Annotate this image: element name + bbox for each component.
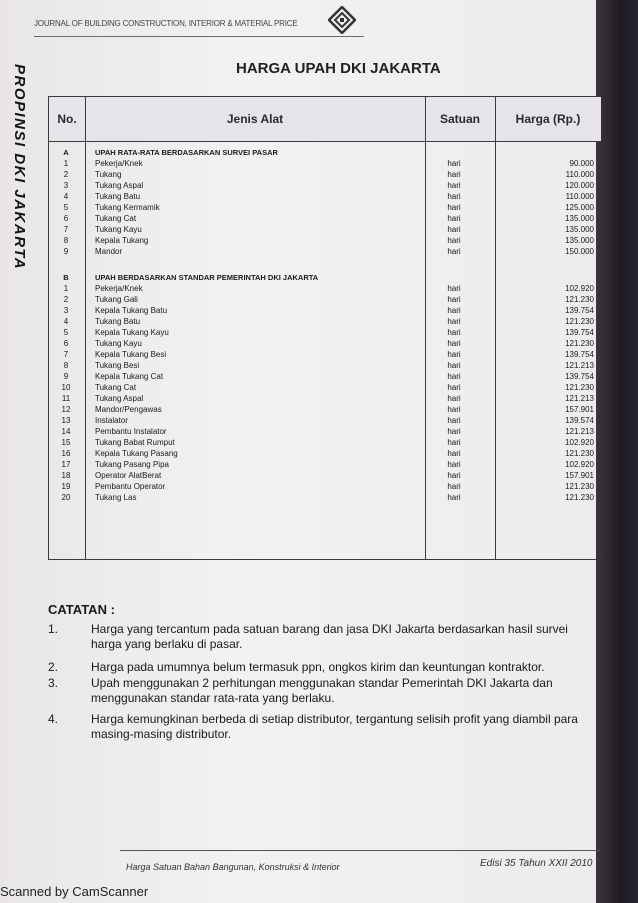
section-code: A xyxy=(63,148,69,157)
binding-edge xyxy=(596,0,638,903)
table-row xyxy=(49,393,601,404)
row-name: Tukang Cat xyxy=(95,383,137,392)
row-unit: hari xyxy=(447,225,461,234)
row-name: Kepala Tukang Batu xyxy=(95,306,168,315)
table-row xyxy=(49,180,601,191)
row-name: Kepala Tukang Pasang xyxy=(95,449,178,458)
row-unit: hari xyxy=(447,328,461,337)
row-number: 16 xyxy=(61,449,71,458)
table-row xyxy=(49,338,601,349)
section-title: UPAH RATA-RATA BERDASARKAN SURVEI PASAR xyxy=(95,148,278,157)
footer-rule xyxy=(120,850,600,851)
row-price: 110.000 xyxy=(565,192,594,201)
row-unit: hari xyxy=(447,405,461,414)
note-item xyxy=(48,676,598,706)
row-unit: hari xyxy=(447,471,461,480)
row-number: 18 xyxy=(61,471,71,480)
row-name: Tukang Aspal xyxy=(95,181,144,190)
row-number: 7 xyxy=(63,350,69,359)
row-number: 11 xyxy=(61,394,71,403)
row-unit: hari xyxy=(447,236,461,245)
row-unit: hari xyxy=(447,295,461,304)
header-no: No. xyxy=(57,112,77,126)
row-unit: hari xyxy=(447,394,461,403)
row-price: 157.901 xyxy=(565,471,594,480)
note-number: 2. xyxy=(48,660,59,674)
section-code: B xyxy=(63,273,69,282)
row-number: 17 xyxy=(61,460,71,469)
row-price: 139.754 xyxy=(565,350,594,359)
table-row xyxy=(49,316,601,327)
row-price: 121.230 xyxy=(565,493,594,502)
province-side-title: PROPINSI DKI JAKARTA xyxy=(11,64,28,271)
row-name: Tukang Besi xyxy=(95,361,140,370)
table-row xyxy=(49,224,601,235)
row-unit: hari xyxy=(447,317,461,326)
row-number: 3 xyxy=(63,181,69,190)
note-number: 1. xyxy=(48,622,59,636)
row-number: 10 xyxy=(61,383,71,392)
table-row xyxy=(49,426,601,437)
row-number: 20 xyxy=(61,493,71,502)
table-row xyxy=(49,294,601,305)
row-price: 139.754 xyxy=(565,328,594,337)
row-price: 110.000 xyxy=(565,170,594,179)
row-price: 121.230 xyxy=(565,482,594,491)
row-price: 135.000 xyxy=(565,225,594,234)
row-unit: hari xyxy=(447,350,461,359)
row-price: 121.213 xyxy=(565,394,594,403)
row-number: 9 xyxy=(63,372,69,381)
row-price: 139.754 xyxy=(565,372,594,381)
table-row xyxy=(49,404,601,415)
table-row xyxy=(49,470,601,481)
row-number: 1 xyxy=(63,284,69,293)
row-name: Tukang Pasang Pipa xyxy=(95,460,169,469)
row-price: 121.230 xyxy=(565,449,594,458)
row-unit: hari xyxy=(447,306,461,315)
row-name: Tukang Gali xyxy=(95,295,138,304)
row-name: Tukang Cat xyxy=(95,214,137,223)
row-price: 121.230 xyxy=(565,317,594,326)
row-name: Kepala Tukang Cat xyxy=(95,372,164,381)
header-unit: Satuan xyxy=(439,112,480,126)
table-row xyxy=(49,371,601,382)
row-name: Operator AlatBerat xyxy=(95,471,162,480)
table-row xyxy=(49,492,601,503)
row-number: 2 xyxy=(63,170,69,179)
row-unit: hari xyxy=(447,493,461,502)
table-row xyxy=(49,327,601,338)
section-title: UPAH BERDASARKAN STANDAR PEMERINTAH DKI JAKARTA xyxy=(95,273,319,282)
row-price: 102.920 xyxy=(565,284,594,293)
row-number: 1 xyxy=(63,159,69,168)
row-number: 15 xyxy=(61,438,71,447)
row-price: 121.230 xyxy=(565,295,594,304)
row-number: 6 xyxy=(63,214,69,223)
row-name: Tukang Batu xyxy=(95,192,141,201)
row-number: 7 xyxy=(63,225,69,234)
row-price: 121.230 xyxy=(565,339,594,348)
row-number: 5 xyxy=(63,203,69,212)
table-row xyxy=(49,437,601,448)
row-price: 135.000 xyxy=(565,214,594,223)
journal-logo-icon xyxy=(328,6,356,34)
table-row xyxy=(49,360,601,371)
row-price: 150.000 xyxy=(565,247,594,256)
table-row xyxy=(49,169,601,180)
row-price: 139.574 xyxy=(565,416,594,425)
footer-edition: Edisi 35 Tahun XXII 2010 xyxy=(480,858,593,869)
row-name: Pembantu Operator xyxy=(95,482,166,491)
row-number: 19 xyxy=(61,482,71,491)
row-price: 102.920 xyxy=(565,460,594,469)
row-price: 121.213 xyxy=(565,427,594,436)
row-name: Kepala Tukang Besi xyxy=(95,350,167,359)
row-price: 90.000 xyxy=(569,159,594,168)
row-unit: hari xyxy=(447,181,461,190)
row-price: 125.000 xyxy=(565,203,594,212)
row-number: 8 xyxy=(63,361,69,370)
row-number: 5 xyxy=(63,328,69,337)
row-unit: hari xyxy=(447,247,461,256)
table-header xyxy=(49,97,601,142)
journal-header-text: JOURNAL OF BUILDING CONSTRUCTION, INTERIOR & MATERIAL PRICE xyxy=(34,18,298,28)
row-unit: hari xyxy=(447,192,461,201)
row-number: 6 xyxy=(63,339,69,348)
row-number: 9 xyxy=(63,247,69,256)
row-name: Tukang Kermamik xyxy=(95,203,160,212)
row-number: 14 xyxy=(61,427,71,436)
row-number: 13 xyxy=(61,416,71,425)
table-row xyxy=(49,158,601,169)
row-price: 120.000 xyxy=(565,181,594,190)
row-name: Kepala Tukang xyxy=(95,236,149,245)
note-text: Harga pada umumnya belum termasuk ppn, ongkos kirim dan keuntungan kontraktor. xyxy=(91,660,545,674)
table-row xyxy=(49,283,601,294)
table-row xyxy=(49,382,601,393)
row-number: 4 xyxy=(63,317,69,326)
row-price: 157.901 xyxy=(565,405,594,414)
note-text: Harga kemungkinan berbeda di setiap distributor, tergantung selisih profit yang diambil para masing-masing distributor. xyxy=(91,712,578,741)
row-number: 12 xyxy=(61,405,71,414)
row-price: 102.920 xyxy=(565,438,594,447)
note-item xyxy=(48,622,598,652)
scan-label: Scanned by CamScanner xyxy=(0,884,149,899)
row-unit: hari xyxy=(447,361,461,370)
wage-table xyxy=(48,96,601,560)
row-unit: hari xyxy=(447,383,461,392)
table-row xyxy=(49,202,601,213)
row-name: Tukang Kayu xyxy=(95,339,142,348)
row-unit: hari xyxy=(447,416,461,425)
row-name: Mandor/Pengawas xyxy=(95,405,162,414)
row-name: Tukang Kayu xyxy=(95,225,142,234)
table-row xyxy=(49,305,601,316)
section-header xyxy=(49,272,601,283)
row-unit: hari xyxy=(447,427,461,436)
note-item xyxy=(48,660,598,675)
section-header xyxy=(49,147,601,158)
table-row xyxy=(49,191,601,202)
note-number: 3. xyxy=(48,676,59,690)
note-number: 4. xyxy=(48,712,59,726)
table-row xyxy=(49,415,601,426)
row-unit: hari xyxy=(447,203,461,212)
row-unit: hari xyxy=(447,460,461,469)
header-name: Jenis Alat xyxy=(226,112,284,126)
table-row xyxy=(49,481,601,492)
row-number: 3 xyxy=(63,306,69,315)
row-name: Mandor xyxy=(95,247,123,256)
notes-title: CATATAN : xyxy=(48,602,115,617)
row-number: 8 xyxy=(63,236,69,245)
table-row xyxy=(49,213,601,224)
row-price: 121.213 xyxy=(565,361,594,370)
row-name: Tukang xyxy=(95,170,122,179)
table-row xyxy=(49,349,601,360)
note-text: Upah menggunakan 2 perhitungan menggunakan standar Pemerintah DKI Jakarta dan menggunakan standar rata-rata yang berlaku. xyxy=(91,676,553,705)
row-unit: hari xyxy=(447,284,461,293)
row-number: 2 xyxy=(63,295,69,304)
table-row xyxy=(49,448,601,459)
header-price: Harga (Rp.) xyxy=(515,112,581,126)
table-row xyxy=(49,459,601,470)
row-name: Pekerja/Knek xyxy=(95,159,143,168)
row-name: Pekerja/Knek xyxy=(95,284,143,293)
row-unit: hari xyxy=(447,170,461,179)
table-row xyxy=(49,235,601,246)
row-name: Kepala Tukang Kayu xyxy=(95,328,169,337)
row-unit: hari xyxy=(447,449,461,458)
journal-header xyxy=(34,10,364,37)
row-unit: hari xyxy=(447,482,461,491)
row-price: 121.230 xyxy=(565,383,594,392)
row-unit: hari xyxy=(447,339,461,348)
row-unit: hari xyxy=(447,438,461,447)
row-name: Tukang Batu xyxy=(95,317,141,326)
row-name: Tukang Babat Rumput xyxy=(95,438,175,447)
row-unit: hari xyxy=(447,214,461,223)
row-name: Pembantu Instalator xyxy=(95,427,167,436)
row-price: 135.000 xyxy=(565,236,594,245)
row-number: 4 xyxy=(63,192,69,201)
row-price: 139.754 xyxy=(565,306,594,315)
note-text: Harga yang tercantum pada satuan barang dan jasa DKI Jakarta berdasarkan hasil survei harga yang berlaku di pasar. xyxy=(91,622,568,651)
table-row xyxy=(49,246,601,257)
row-unit: hari xyxy=(447,159,461,168)
row-unit: hari xyxy=(447,372,461,381)
footer-publication: Harga Satuan Bahan Bangunan, Konstruksi & Interior xyxy=(126,862,340,872)
row-name: Tukang Aspal xyxy=(95,394,144,403)
document-title: HARGA UPAH DKI JAKARTA xyxy=(236,60,441,77)
row-name: Instalator xyxy=(95,416,128,425)
note-item xyxy=(48,712,598,742)
row-name: Tukang Las xyxy=(95,493,137,502)
